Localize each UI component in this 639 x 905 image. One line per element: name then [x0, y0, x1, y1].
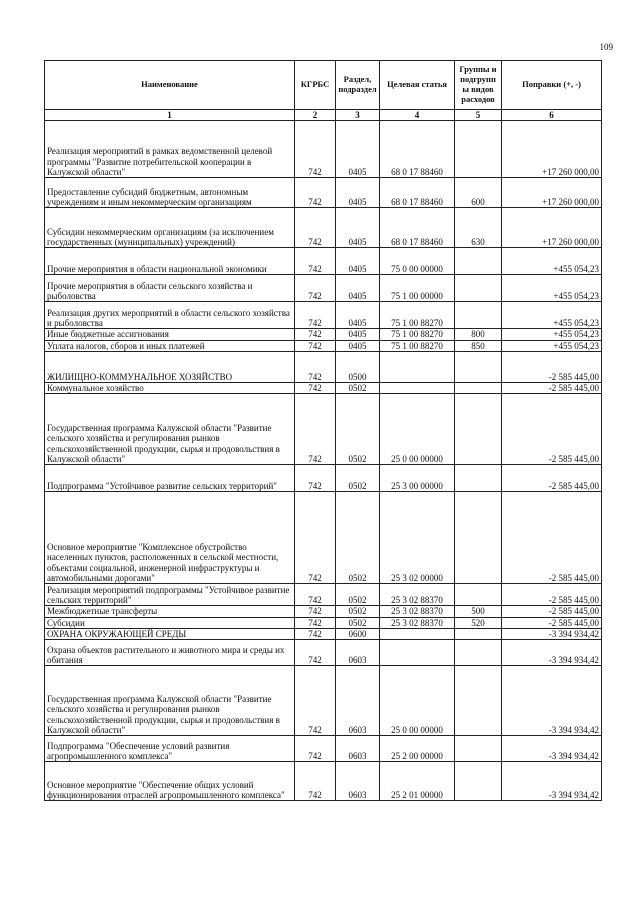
table-row [45, 383, 602, 394]
table-row [45, 606, 602, 617]
row-amount: +455 054,23 [502, 340, 602, 351]
page-number: 109 [599, 42, 613, 52]
row-target: 25 0 00 00000 [380, 394, 455, 465]
row-section: 0603 [336, 666, 380, 736]
row-amount: -2 585 445,00 [502, 465, 602, 492]
row-kgrbs: 742 [295, 208, 336, 248]
row-section: 0502 [336, 584, 380, 606]
row-amount: +455 054,23 [502, 248, 602, 275]
row-section: 0600 [336, 629, 380, 640]
table-row [45, 617, 602, 628]
row-amount: +455 054,23 [502, 275, 602, 302]
row-group [455, 302, 502, 329]
table-row [45, 340, 602, 351]
row-target [380, 352, 455, 383]
row-group [455, 492, 502, 584]
row-group: 630 [455, 208, 502, 248]
row-group [455, 640, 502, 666]
row-kgrbs: 742 [295, 383, 336, 394]
row-amount: -3 394 934,42 [502, 762, 602, 801]
row-name: Государственная программа Калужской области "Развитие сельского хозяйства и регулирования рынков сельскохозяйственной продукции, сырья и продовольствия в Калужской области" [45, 666, 295, 736]
row-section: 0405 [336, 340, 380, 351]
row-amount: -2 585 445,00 [502, 584, 602, 606]
row-group [455, 394, 502, 465]
row-kgrbs: 742 [295, 121, 336, 178]
row-section: 0603 [336, 762, 380, 801]
row-group: 520 [455, 617, 502, 628]
row-section: 0405 [336, 248, 380, 275]
row-kgrbs: 742 [295, 617, 336, 628]
row-amount: -3 394 934,42 [502, 629, 602, 640]
column-number: 2 [295, 110, 336, 121]
row-amount: +455 054,23 [502, 329, 602, 340]
row-section: 0405 [336, 121, 380, 178]
row-target: 25 3 02 00000 [380, 492, 455, 584]
row-name: ОХРАНА ОКРУЖАЮЩЕЙ СРЕДЫ [45, 629, 295, 640]
row-name: Субсидии некоммерческим организациям (за исключением государственных (муниципальных) учреждений) [45, 208, 295, 248]
row-target: 68 0 17 88460 [380, 178, 455, 208]
header-amount: Поправки (+, -) [502, 61, 602, 110]
row-name: Реализация мероприятий подпрограммы "Устойчивое развитие сельских территорий" [45, 584, 295, 606]
row-section: 0502 [336, 394, 380, 465]
row-amount: -2 585 445,00 [502, 492, 602, 584]
row-section: 0405 [336, 275, 380, 302]
row-kgrbs: 742 [295, 736, 336, 762]
row-target: 68 0 17 88460 [380, 208, 455, 248]
row-kgrbs: 742 [295, 302, 336, 329]
table-row [45, 584, 602, 606]
row-name: Прочие мероприятия в области национальной экономики [45, 248, 295, 275]
row-name: Межбюджетные трансферты [45, 606, 295, 617]
row-section: 0405 [336, 208, 380, 248]
table-row [45, 329, 602, 340]
row-name: Прочие мероприятия в области сельского хозяйства и рыболовства [45, 275, 295, 302]
row-kgrbs: 742 [295, 329, 336, 340]
row-section: 0502 [336, 606, 380, 617]
row-kgrbs: 742 [295, 178, 336, 208]
table-row [45, 762, 602, 801]
column-number: 4 [380, 110, 455, 121]
header-row [45, 61, 602, 110]
table-row [45, 178, 602, 208]
row-group [455, 736, 502, 762]
row-amount: +17 260 000,00 [502, 208, 602, 248]
row-kgrbs: 742 [295, 629, 336, 640]
row-amount: -2 585 445,00 [502, 394, 602, 465]
table-row [45, 302, 602, 329]
row-group [455, 121, 502, 178]
row-name: Подпрограмма "Обеспечение условий развития агропромышленного комплекса" [45, 736, 295, 762]
row-group [455, 275, 502, 302]
row-group [455, 666, 502, 736]
row-kgrbs: 742 [295, 465, 336, 492]
row-section: 0405 [336, 178, 380, 208]
header-target: Целевая статья [380, 61, 455, 110]
column-number-row [45, 110, 602, 121]
row-target: 75 1 00 88270 [380, 340, 455, 351]
row-section: 0502 [336, 492, 380, 584]
header-kgrbs: КГРБС [295, 61, 336, 110]
row-name: Подпрограмма "Устойчивое развитие сельских территорий" [45, 465, 295, 492]
row-name: Основное мероприятие "Комплексное обустройство населенных пунктов, расположенных в сельской местности, объектами социальной, инженерной инфраструктуры и автомобильными дорогами" [45, 492, 295, 584]
row-name: Охрана объектов растительного и животного мира и среды их обитания [45, 640, 295, 666]
header-section: Раздел, подраздел [336, 61, 380, 110]
table-row [45, 736, 602, 762]
row-name: Уплата налогов, сборов и иных платежей [45, 340, 295, 351]
row-group: 800 [455, 329, 502, 340]
row-kgrbs: 742 [295, 666, 336, 736]
header-name: Наименование [45, 61, 295, 110]
column-number: 6 [502, 110, 602, 121]
row-section: 0502 [336, 383, 380, 394]
row-name: Реализация других мероприятий в области сельского хозяйства и рыболовства [45, 302, 295, 329]
row-name: Иные бюджетные ассигнования [45, 329, 295, 340]
row-kgrbs: 742 [295, 352, 336, 383]
row-section: 0603 [336, 640, 380, 666]
row-group: 600 [455, 178, 502, 208]
row-kgrbs: 742 [295, 584, 336, 606]
row-group: 500 [455, 606, 502, 617]
row-target [380, 640, 455, 666]
row-amount: -3 394 934,42 [502, 666, 602, 736]
row-target: 75 1 00 88270 [380, 302, 455, 329]
row-target: 25 3 02 88370 [380, 617, 455, 628]
row-kgrbs: 742 [295, 492, 336, 584]
row-amount: -2 585 445,00 [502, 383, 602, 394]
table-row [45, 666, 602, 736]
row-amount: +455 054,23 [502, 302, 602, 329]
row-target: 75 0 00 00000 [380, 248, 455, 275]
row-kgrbs: 742 [295, 606, 336, 617]
row-group [455, 629, 502, 640]
row-kgrbs: 742 [295, 762, 336, 801]
row-name: Коммунальное хозяйство [45, 383, 295, 394]
row-section: 0502 [336, 465, 380, 492]
row-name: Государственная программа Калужской области "Развитие сельского хозяйства и регулирования рынков сельскохозяйственной продукции, сырья и продовольствия в Калужской области" [45, 394, 295, 465]
row-target: 25 2 00 00000 [380, 736, 455, 762]
column-number: 3 [336, 110, 380, 121]
row-name: Предоставление субсидий бюджетным, автономным учреждениям и иным некоммерческим организациям [45, 178, 295, 208]
row-target: 25 3 00 00000 [380, 465, 455, 492]
row-group [455, 383, 502, 394]
row-group [455, 762, 502, 801]
row-amount: -2 585 445,00 [502, 606, 602, 617]
row-name: ЖИЛИЩНО-КОММУНАЛЬНОЕ ХОЗЯЙСТВО [45, 352, 295, 383]
row-target: 25 0 00 00000 [380, 666, 455, 736]
row-kgrbs: 742 [295, 275, 336, 302]
row-kgrbs: 742 [295, 340, 336, 351]
row-target: 25 2 01 00000 [380, 762, 455, 801]
table-row [45, 121, 602, 178]
table-row [45, 208, 602, 248]
row-target: 68 0 17 88460 [380, 121, 455, 178]
row-kgrbs: 742 [295, 394, 336, 465]
row-amount: -3 394 934,42 [502, 640, 602, 666]
row-group [455, 248, 502, 275]
table-row [45, 629, 602, 640]
row-amount: -3 394 934,42 [502, 736, 602, 762]
table-row [45, 640, 602, 666]
row-amount: +17 260 000,00 [502, 121, 602, 178]
row-amount: +17 260 000,00 [502, 178, 602, 208]
table-row [45, 275, 602, 302]
table-row [45, 352, 602, 383]
row-target: 25 3 02 88370 [380, 584, 455, 606]
row-section: 0502 [336, 617, 380, 628]
header-group: Группы и подгрупп ы видов расходов [455, 61, 502, 110]
row-amount: -2 585 445,00 [502, 617, 602, 628]
row-group [455, 584, 502, 606]
row-section: 0405 [336, 329, 380, 340]
column-number: 1 [45, 110, 295, 121]
row-section: 0405 [336, 302, 380, 329]
row-target [380, 383, 455, 394]
table-row [45, 492, 602, 584]
row-group [455, 352, 502, 383]
row-group: 850 [455, 340, 502, 351]
row-amount: -2 585 445,00 [502, 352, 602, 383]
row-kgrbs: 742 [295, 248, 336, 275]
table-row [45, 248, 602, 275]
row-name: Основное мероприятие "Обеспечение общих условий функционирования отраслей агропромышленного комплекса" [45, 762, 295, 801]
row-target: 25 3 02 88370 [380, 606, 455, 617]
budget-amendments-table [44, 60, 602, 801]
row-name: Реализация мероприятий в рамках ведомственной целевой программы "Развитие потребительской кооперации в Калужской области" [45, 121, 295, 178]
row-target: 75 1 00 00000 [380, 275, 455, 302]
row-kgrbs: 742 [295, 640, 336, 666]
row-target [380, 629, 455, 640]
table-row [45, 465, 602, 492]
row-group [455, 465, 502, 492]
column-number: 5 [455, 110, 502, 121]
row-section: 0500 [336, 352, 380, 383]
row-section: 0603 [336, 736, 380, 762]
row-target: 75 1 00 88270 [380, 329, 455, 340]
table-row [45, 394, 602, 465]
row-name: Субсидии [45, 617, 295, 628]
